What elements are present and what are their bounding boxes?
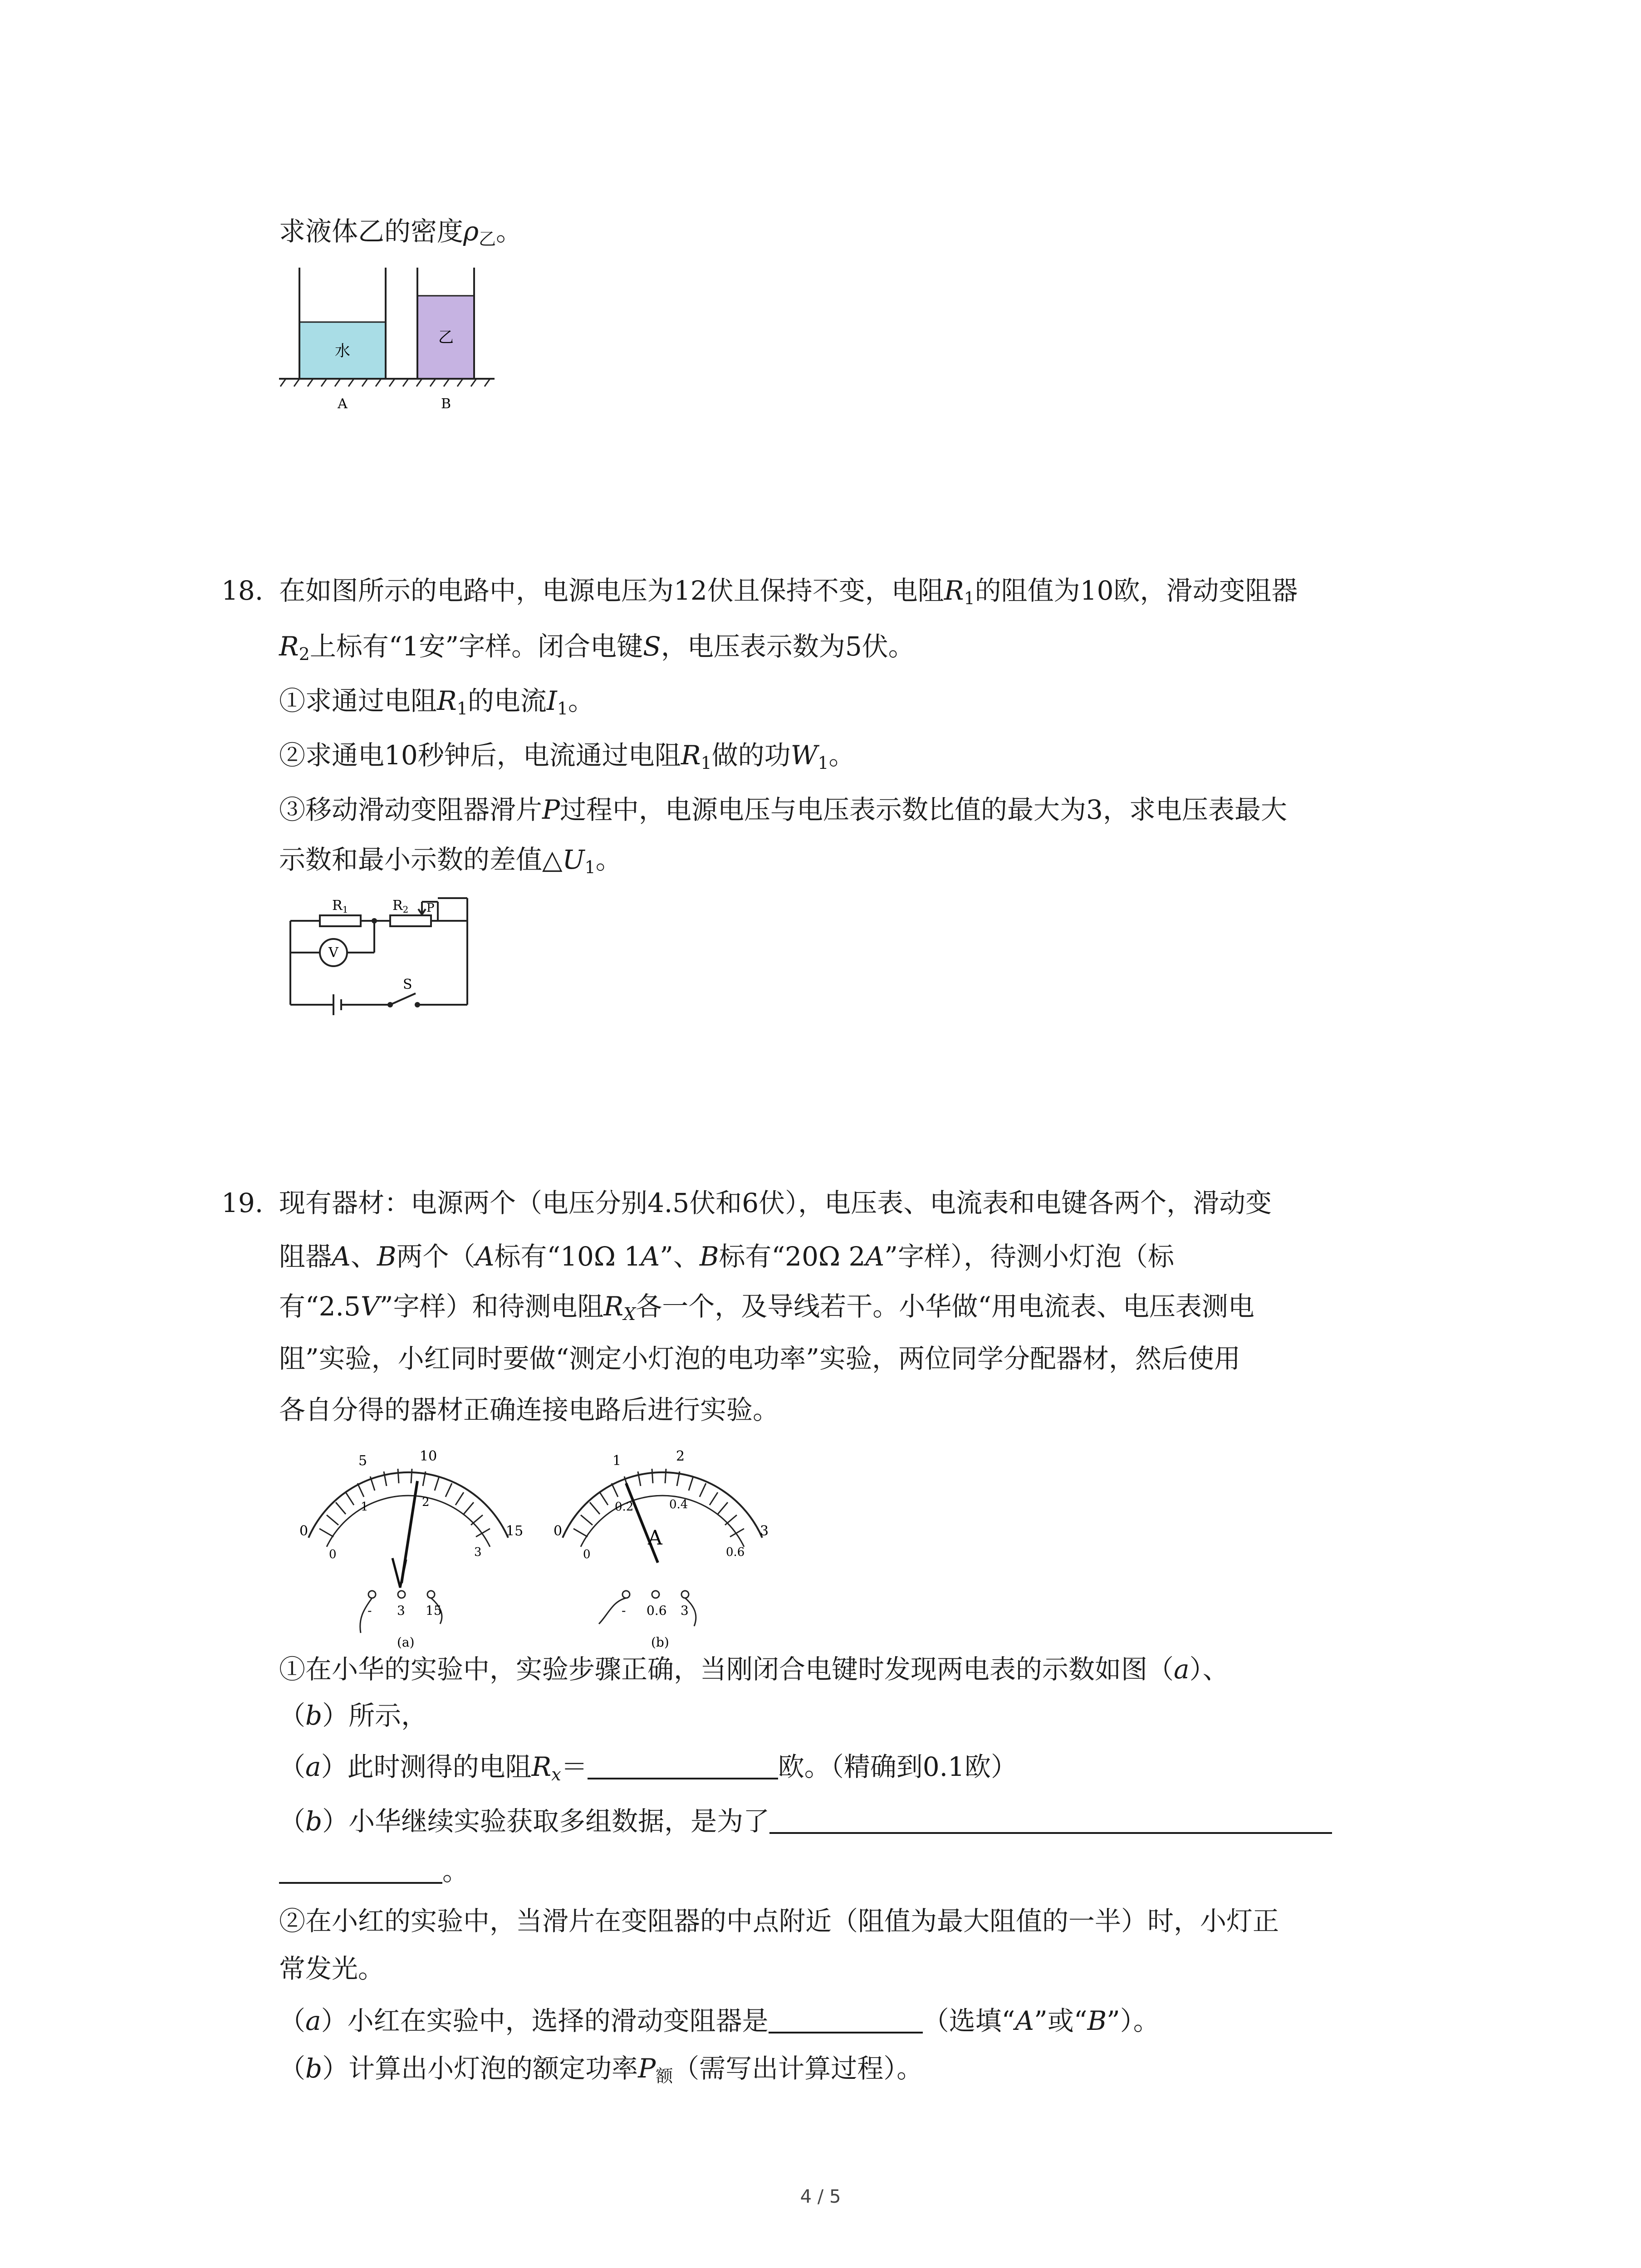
meter-b-top-tick-2: 2 bbox=[676, 1448, 685, 1464]
q19-number: 19. bbox=[221, 1188, 264, 1218]
meter-b-bottom-tick-0-4: 0.4 bbox=[669, 1498, 688, 1511]
purpose-answer-blank[interactable] bbox=[769, 1804, 1332, 1834]
switch-blade bbox=[390, 993, 416, 1005]
slider-p-label: P bbox=[426, 901, 435, 915]
q17-density-line: 求液体乙的密度$\rho_乙$。 bbox=[279, 216, 523, 249]
q19-part1-line-1: ①在小华的实验中，实验步骤正确，当刚闭合电键时发现两电表的示数如图（a）、 bbox=[279, 1654, 1229, 1685]
meter-b-needle bbox=[626, 1483, 658, 1563]
q18-number: 18. bbox=[221, 575, 264, 606]
purpose-answer-blank-cont[interactable] bbox=[279, 1854, 442, 1884]
meter-a-terminal-15: 15 bbox=[426, 1603, 442, 1618]
q19-line-5: 各自分得的器材正确连接电路后进行实验。 bbox=[279, 1394, 779, 1425]
q19-line-2: 阻器A、B两个（A标有“10Ω 1A”、B标有“20Ω 2A”字样），待测小灯泡（标 bbox=[279, 1241, 1174, 1272]
switch-label: S bbox=[403, 977, 412, 992]
meter-b-top-tick-3: 3 bbox=[760, 1523, 769, 1539]
meter-a-caption: (a) bbox=[397, 1635, 415, 1650]
q19-part1-line-2: （b）所示， bbox=[279, 1700, 428, 1731]
voltmeter-dial-a bbox=[281, 1433, 535, 1651]
resistance-answer-blank[interactable] bbox=[588, 1750, 778, 1779]
rheostat-choice-blank[interactable] bbox=[769, 2004, 923, 2033]
meter-a-terminal-3: 3 bbox=[397, 1603, 405, 1618]
q18-subq-3: ③移动滑动变阻器滑片P过程中，电源电压与电压表示数比值的最大为3，求电压表最大 bbox=[279, 794, 1287, 825]
q19-part1b: （b）小华继续实验获取多组数据，是为了 bbox=[279, 1803, 1332, 1839]
meter-a-bottom-tick-0: 0 bbox=[329, 1548, 337, 1561]
meter-a-terminal-neg: - bbox=[367, 1603, 372, 1618]
meter-a-top-tick-10: 10 bbox=[420, 1448, 437, 1464]
q19-part2-line-2: 常发光。 bbox=[279, 1953, 385, 1984]
q19-line-1: 现有器材：电源两个（电压分别4.5伏和6伏），电压表、电流表和电键各两个，滑动变 bbox=[279, 1188, 1272, 1218]
q19-part2-line-1: ②在小红的实验中，当滑片在变阻器的中点附近（阻值为最大阻值的一半）时，小灯正 bbox=[279, 1906, 1279, 1936]
q18-line-1: 在如图所示的电路中，电源电压为12伏且保持不变，电阻$R_1$的阻值为10欧，滑动变阻器 bbox=[279, 575, 1298, 608]
q19-part1a: （a）此时测得的电阻$R_x=$ 欧。（精确到0.1欧） bbox=[279, 1749, 1017, 1785]
r1-resistor bbox=[320, 915, 361, 926]
meter-b-bottom-tick-0: 0 bbox=[583, 1548, 591, 1561]
page-number: 4 / 5 bbox=[800, 2186, 841, 2207]
r2-rheostat bbox=[390, 915, 431, 926]
q19-line-3: 有“2.5V”字样）和待测电阻$R_X$各一个，及导线若干。小华做“用电流表、电压表测电 bbox=[279, 1291, 1254, 1324]
ammeter-dial-b bbox=[535, 1433, 789, 1651]
water-label: 水 bbox=[335, 342, 350, 360]
meter-b-top-tick-1: 1 bbox=[612, 1453, 622, 1469]
meter-b-terminal-3: 3 bbox=[681, 1603, 689, 1618]
meter-b-caption: (b) bbox=[651, 1635, 669, 1650]
q18-subq-2: ②求通电10秒钟后，电流通过电阻$R_1$做的功$W_1$。 bbox=[279, 740, 855, 773]
liquid-b-label: 乙 bbox=[438, 328, 454, 347]
r2-label: $R_2$ bbox=[392, 898, 409, 915]
q18-line-2: $R_2$上标有“1安”字样。闭合电键S，电压表示数为5伏。 bbox=[279, 631, 915, 664]
q17-beakers-figure bbox=[272, 268, 508, 417]
beaker-a-label: A bbox=[338, 396, 348, 412]
meter-b-bottom-tick-0-6: 0.6 bbox=[726, 1545, 745, 1559]
meter-b-bottom-tick-0-2: 0.2 bbox=[615, 1500, 634, 1514]
q18-circuit-diagram bbox=[281, 889, 490, 1021]
meter-b-terminal-0-6: 0.6 bbox=[647, 1603, 667, 1618]
meter-a-top-tick-0: 0 bbox=[299, 1523, 309, 1539]
meter-a-bottom-tick-2: 2 bbox=[422, 1496, 430, 1509]
r1-label: $R_1$ bbox=[332, 898, 348, 915]
q19-part2a: （a）小红在实验中，选择的滑动变阻器是 （选填“A”或“B”）。 bbox=[279, 2003, 1160, 2039]
q19-line-4: 阻”实验，小红同时要做“测定小灯泡的电功率”实验，两位同学分配器材，然后使用 bbox=[279, 1343, 1240, 1374]
meter-b-unit: A bbox=[648, 1526, 662, 1549]
q19-part1b-cont: 。 bbox=[279, 1853, 469, 1889]
voltmeter-label: V bbox=[328, 945, 338, 961]
meter-b-top-tick-0: 0 bbox=[554, 1523, 563, 1539]
beaker-b-label: B bbox=[441, 396, 451, 412]
meter-a-top-tick-5: 5 bbox=[358, 1453, 367, 1469]
q19-part2b: （b）计算出小灯泡的额定功率$P_额$（需写出计算过程）。 bbox=[279, 2053, 923, 2086]
meter-a-top-tick-15: 15 bbox=[506, 1523, 524, 1539]
meter-a-bottom-tick-1: 1 bbox=[361, 1500, 368, 1514]
meter-a-bottom-tick-3: 3 bbox=[474, 1545, 482, 1559]
q18-subq-1: ①求通过电阻$R_1$的电流$I_1$。 bbox=[279, 685, 595, 719]
meter-b-terminal-neg: - bbox=[622, 1603, 626, 1618]
q18-subq-3-cont: 示数和最小示数的差值$\triangle U_1$。 bbox=[279, 844, 622, 877]
